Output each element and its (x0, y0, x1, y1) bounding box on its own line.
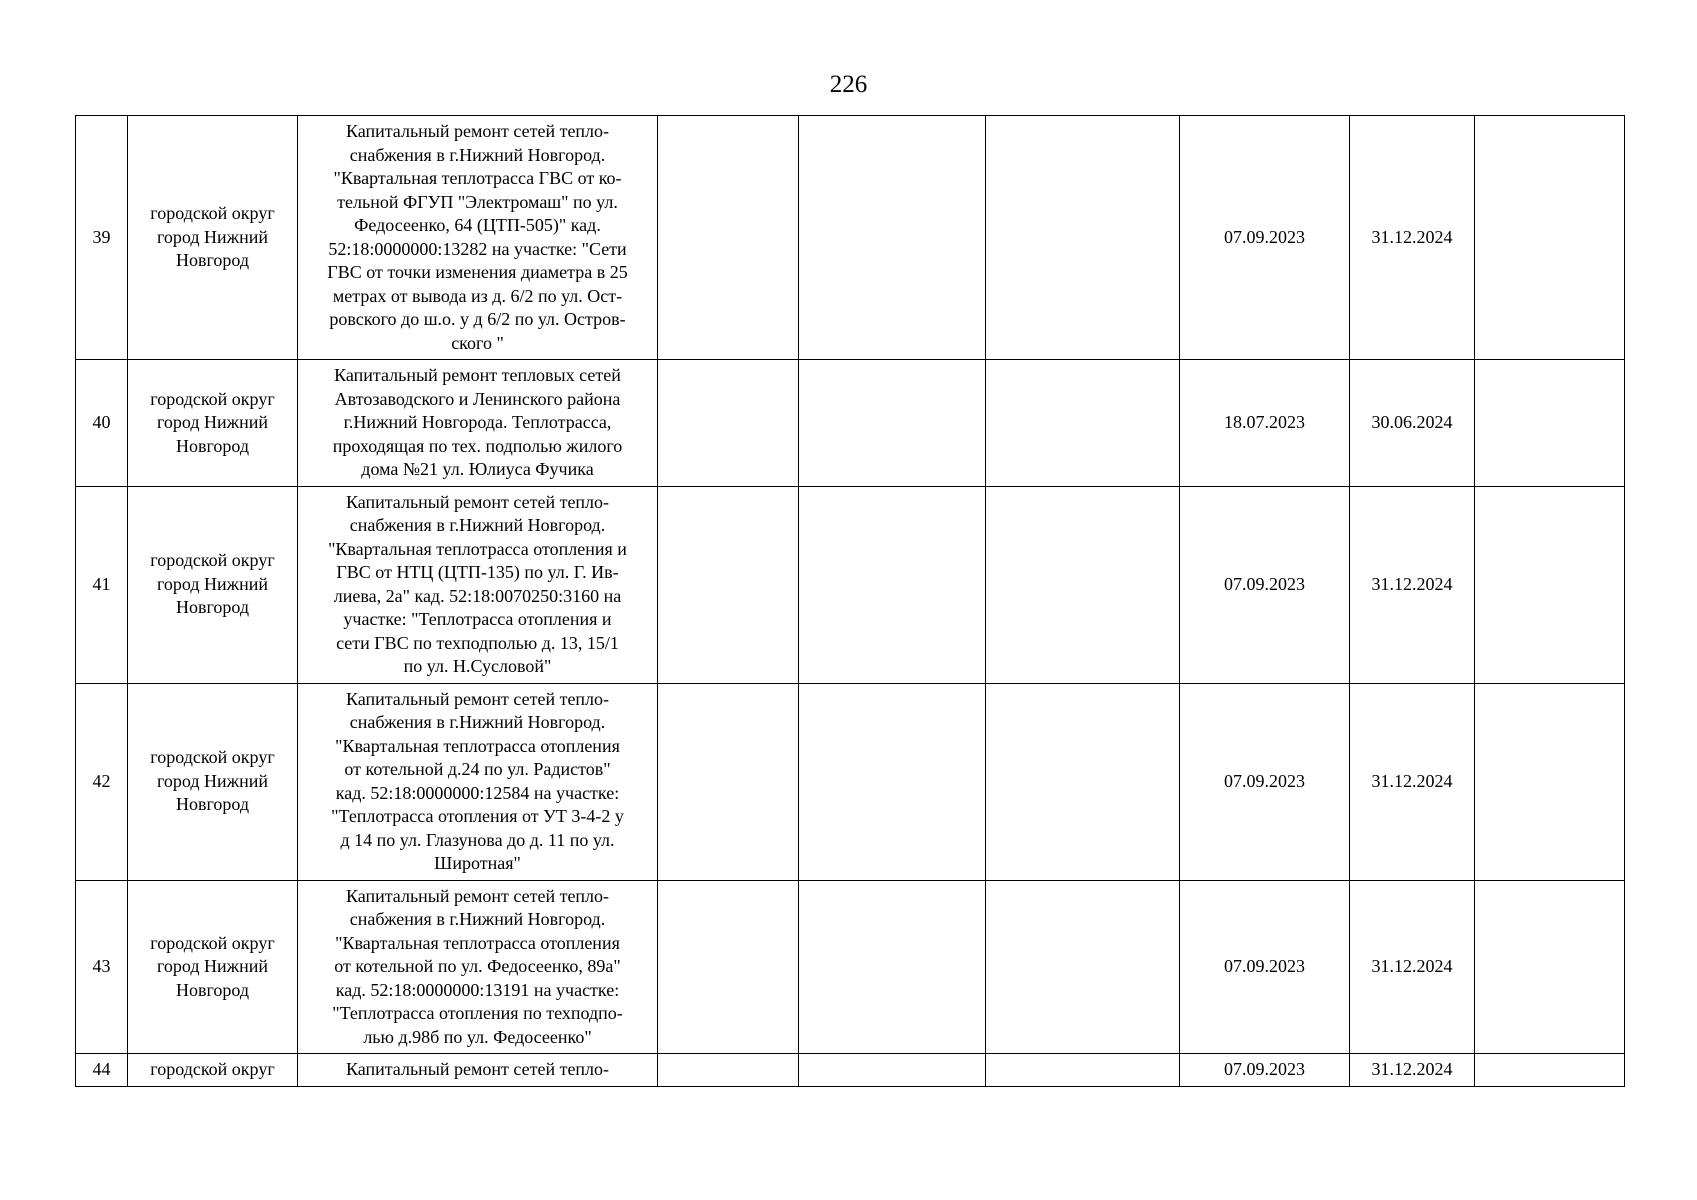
text-line: метрах от вывода из д. 6/2 по ул. Ост- (332, 285, 623, 306)
municipality-cell (128, 360, 298, 487)
empty-cell-6 (986, 880, 1180, 1054)
text-line: город Нижний (156, 573, 269, 594)
description-cell (298, 360, 658, 487)
end-date: 31.12.2024 (1371, 226, 1453, 247)
table-row (76, 486, 1625, 683)
description-cell (298, 1054, 658, 1087)
row-number: 43 (92, 956, 111, 976)
description-text (304, 885, 651, 1050)
table-row (76, 880, 1625, 1054)
text-line: снабжения в г.Нижний Новгород. (349, 712, 606, 732)
municipality-cell (128, 486, 298, 683)
text-line: Автозаводского и Ленинского района (334, 388, 621, 409)
text-line: д 14 по ул. Глазунова до д. 11 по ул. (340, 829, 615, 850)
description-text (304, 364, 651, 482)
start-date: 07.09.2023 (1224, 573, 1305, 594)
row-number: 44 (92, 1059, 111, 1080)
row-number: 39 (92, 226, 111, 247)
text-line: Новгород (175, 597, 250, 618)
row-number-cell (76, 683, 128, 880)
empty-cell-6 (986, 486, 1180, 683)
text-line: ГВС от точки изменения диаметра в 25 (327, 262, 628, 282)
empty-cell-6 (986, 1054, 1180, 1087)
row-number-cell (76, 116, 128, 360)
description-text (304, 491, 651, 679)
end-date: 31.12.2024 (1371, 573, 1453, 594)
text-line: ровского до ш.о. у д 6/2 по ул. Остров- (329, 309, 626, 329)
text-line: городской округ (150, 932, 275, 953)
municipality-text (132, 746, 293, 817)
text-line: по ул. Н.Сусловой" (403, 656, 552, 676)
start-date: 18.07.2023 (1224, 412, 1305, 432)
start-date: 07.09.2023 (1224, 226, 1305, 247)
municipality-text (132, 388, 293, 459)
start-date-cell (1180, 116, 1350, 360)
empty-cell-5 (799, 1054, 986, 1087)
start-date: 07.09.2023 (1224, 770, 1305, 791)
table-row (76, 116, 1625, 360)
row-number-cell (76, 1054, 128, 1087)
municipality-text (132, 202, 293, 273)
end-date-cell (1350, 683, 1475, 880)
empty-cell-6 (986, 116, 1180, 360)
empty-cell-9 (1475, 486, 1625, 683)
page-number: 226 (829, 71, 868, 98)
end-date: 30.06.2024 (1371, 412, 1453, 432)
text-line: от котельной по ул. Федосеенко, 89а" (334, 956, 621, 976)
end-date-cell (1350, 360, 1475, 487)
text-line: снабжения в г.Нижний Новгород. (349, 515, 606, 535)
text-line: город Нижний (156, 226, 269, 247)
end-date-cell (1350, 486, 1475, 683)
description-cell (298, 683, 658, 880)
start-date: 07.09.2023 (1224, 956, 1305, 976)
empty-cell-6 (986, 683, 1180, 880)
text-line: Федосеенко, 64 (ЦТП-505)" кад. (354, 215, 601, 235)
municipality-cell (128, 1054, 298, 1087)
row-number-cell (76, 880, 128, 1054)
text-line: "Квартальная теплотрасса отопления и (328, 538, 627, 559)
text-line: лиева, 2а" кад. 52:18:0070250:3160 на (333, 585, 622, 606)
empty-cell-5 (799, 683, 986, 880)
empty-cell-4 (658, 683, 799, 880)
text-line: городской округ (150, 388, 275, 409)
text-line: Капитальный ремонт сетей тепло- (345, 1059, 610, 1080)
text-line: Новгород (175, 250, 250, 271)
end-date: 31.12.2024 (1371, 770, 1453, 791)
empty-cell-9 (1475, 360, 1625, 487)
text-line: Капитальный ремонт сетей тепло- (345, 885, 610, 906)
text-line: "Теплотрасса отопления от УТ 3-4-2 у (331, 806, 624, 826)
end-date: 31.12.2024 (1371, 956, 1453, 976)
empty-cell-9 (1475, 880, 1625, 1054)
text-line: город Нижний (156, 412, 269, 432)
start-date-cell (1180, 880, 1350, 1054)
text-line: Капитальный ремонт сетей тепло- (345, 688, 610, 709)
empty-cell-6 (986, 360, 1180, 487)
municipality-text (132, 1058, 293, 1082)
municipality-cell (128, 683, 298, 880)
row-number: 41 (92, 573, 111, 594)
empty-cell-4 (658, 116, 799, 360)
text-line: городской округ (150, 1059, 275, 1080)
text-line: ского " (451, 332, 504, 353)
end-date-cell (1350, 1054, 1475, 1087)
text-line: снабжения в г.Нижний Новгород. (349, 909, 606, 929)
text-line: снабжения в г.Нижний Новгород. (349, 144, 606, 165)
empty-cell-5 (799, 880, 986, 1054)
empty-cell-5 (799, 360, 986, 487)
description-text (304, 1058, 651, 1082)
text-line: городской округ (150, 550, 275, 571)
municipality-cell (128, 880, 298, 1054)
empty-cell-9 (1475, 116, 1625, 360)
text-line: проходящая по тех. подполью жилого (332, 435, 623, 456)
start-date-cell (1180, 683, 1350, 880)
start-date-cell (1180, 486, 1350, 683)
text-line: кад. 52:18:0000000:13191 на участке: (335, 979, 620, 1000)
text-line: "Теплотрасса отопления по техподпо- (332, 1003, 623, 1023)
end-date-cell (1350, 880, 1475, 1054)
table-row (76, 360, 1625, 487)
description-text (304, 120, 651, 355)
text-line: городской округ (150, 203, 275, 224)
text-line: г.Нижний Новгорода. Теплотрасса, (343, 412, 612, 432)
works-table (75, 115, 1625, 1087)
table-body (76, 116, 1625, 1087)
text-line: город Нижний (156, 770, 269, 791)
start-date: 07.09.2023 (1224, 1059, 1305, 1080)
table-row (76, 683, 1625, 880)
description-text (304, 688, 651, 876)
text-line: город Нижний (156, 956, 269, 976)
text-line: городской округ (150, 747, 275, 768)
text-line: ГВС от НТЦ (ЦТП-135) по ул. Г. Ив- (336, 562, 619, 582)
empty-cell-9 (1475, 1054, 1625, 1087)
municipality-cell (128, 116, 298, 360)
empty-cell-5 (799, 486, 986, 683)
text-line: Новгород (175, 794, 250, 815)
row-number: 40 (92, 412, 111, 432)
municipality-text (132, 549, 293, 620)
description-cell (298, 486, 658, 683)
description-cell (298, 880, 658, 1054)
text-line: тельной ФГУП "Электромаш" по ул. (337, 191, 618, 212)
text-line: Капитальный ремонт сетей тепло- (345, 491, 610, 512)
text-line: "Квартальная теплотрасса отопления (335, 735, 620, 756)
empty-cell-4 (658, 1054, 799, 1087)
text-line: Широтная" (434, 853, 521, 873)
start-date-cell (1180, 1054, 1350, 1087)
text-line: "Квартальная теплотрасса ГВС от ко- (333, 168, 622, 188)
text-line: Капитальный ремонт тепловых сетей (334, 365, 621, 385)
text-line: Новгород (175, 979, 250, 1000)
text-line: 52:18:0000000:13282 на участке: "Сети (328, 238, 627, 259)
text-line: от котельной д.24 по ул. Радистов" (344, 759, 611, 779)
empty-cell-5 (799, 116, 986, 360)
end-date-cell (1350, 116, 1475, 360)
municipality-text (132, 932, 293, 1003)
empty-cell-4 (658, 360, 799, 487)
empty-cell-4 (658, 486, 799, 683)
empty-cell-4 (658, 880, 799, 1054)
row-number-cell (76, 360, 128, 487)
row-number-cell (76, 486, 128, 683)
text-line: дома №21 ул. Юлиуса Фучика (361, 459, 594, 479)
table-row (76, 1054, 1625, 1087)
text-line: "Квартальная теплотрасса отопления (335, 932, 620, 953)
text-line: Капитальный ремонт сетей тепло- (345, 121, 610, 141)
text-line: сети ГВС по техподполью д. 13, 15/1 (336, 632, 619, 653)
description-cell (298, 116, 658, 360)
empty-cell-9 (1475, 683, 1625, 880)
text-line: Новгород (175, 435, 250, 456)
start-date-cell (1180, 360, 1350, 487)
text-line: участке: "Теплотрасса отопления и (343, 609, 612, 629)
end-date: 31.12.2024 (1371, 1059, 1453, 1080)
text-line: лью д.98б по ул. Федосеенко" (363, 1026, 592, 1047)
row-number: 42 (92, 770, 111, 791)
text-line: кад. 52:18:0000000:12584 на участке: (335, 782, 620, 803)
